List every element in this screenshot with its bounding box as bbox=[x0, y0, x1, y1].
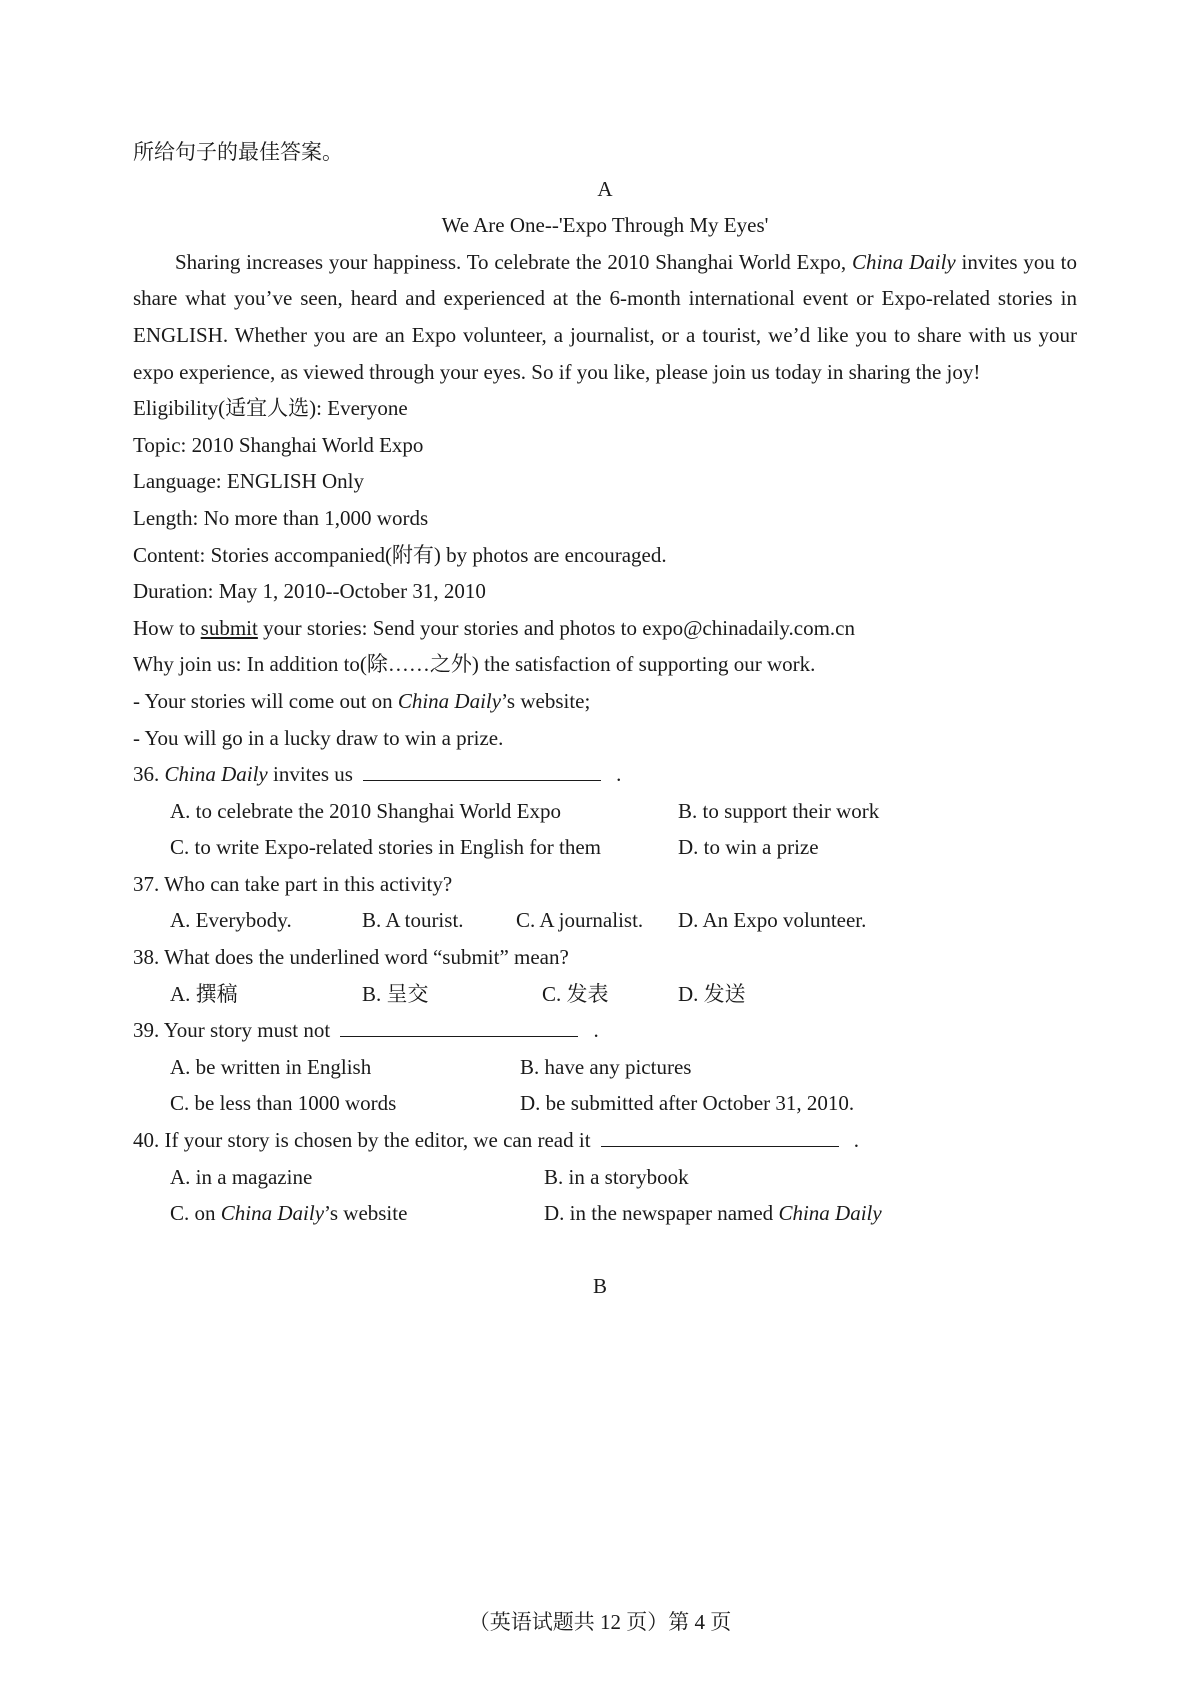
intro-text-2: invites you to share what you’ve seen, heard and experienced at the 6-month international event or Expo-related stories in ENGLISH. Whether you are an Expo volunteer, a journalist, or a tourist, we’d like you to share with us your expo experience, as viewed through your eyes. So if you like, please join us today in sharing the joy! bbox=[133, 249, 1077, 384]
q40-option-d bbox=[544, 1195, 882, 1232]
question-38-stem: 38. What does the underlined word “submit” mean? bbox=[133, 945, 569, 970]
question-40-stem bbox=[133, 1122, 1077, 1159]
q39-end: . bbox=[588, 1018, 599, 1043]
q38-option-c: C. 发表 bbox=[542, 981, 609, 1006]
topic-line: Topic: 2010 Shanghai World Expo bbox=[133, 432, 424, 457]
benefit-line-2: - You will go in a lucky draw to win a prize. bbox=[133, 725, 504, 750]
submit-line bbox=[133, 610, 1077, 647]
q37-option-c: C. A journalist. bbox=[516, 908, 644, 933]
intro-text-1: Sharing increases your happiness. To celebrate the 2010 Shanghai World Expo, bbox=[175, 249, 852, 274]
q40-end: . bbox=[848, 1128, 860, 1153]
q37-option-d: D. An Expo volunteer. bbox=[678, 908, 867, 933]
q40-answer-blank bbox=[601, 1124, 839, 1147]
q40-option-b: B. in a storybook bbox=[544, 1164, 689, 1189]
duration-line: Duration: May 1, 2010--October 31, 2010 bbox=[133, 579, 486, 604]
question-36-stem bbox=[133, 756, 1077, 793]
q39-option-d: D. be submitted after October 31, 2010. bbox=[520, 1091, 855, 1116]
q39-option-c: C. be less than 1000 words bbox=[170, 1091, 397, 1116]
q36-option-d: D. to win a prize bbox=[678, 835, 819, 860]
q36-end: . bbox=[610, 762, 622, 787]
q36-options-row-1 bbox=[133, 793, 1077, 830]
page-footer: （英语试题共 12 页）第 4 页 bbox=[468, 1610, 732, 1634]
q36-options-row-2 bbox=[133, 829, 1077, 866]
submit-pre: How to bbox=[133, 615, 201, 640]
q39-answer-blank bbox=[340, 1014, 578, 1037]
language-line: Language: ENGLISH Only bbox=[133, 469, 364, 494]
q40-option-c bbox=[170, 1195, 544, 1232]
q40-options-row-2 bbox=[133, 1195, 1077, 1232]
why-join-line: Why join us: In addition to(除……之外) the satisfaction of supporting our work. bbox=[133, 652, 816, 677]
q36-answer-blank bbox=[363, 758, 601, 781]
q40-option-a: A. in a magazine bbox=[170, 1164, 313, 1189]
q39-options-row-2 bbox=[133, 1085, 1077, 1122]
q38-option-b: B. 呈交 bbox=[362, 981, 429, 1006]
q39-option-b: B. have any pictures bbox=[520, 1054, 692, 1079]
q40-option-d-pre: D. in the newspaper named bbox=[544, 1201, 779, 1226]
benefit1-italic: China Daily bbox=[397, 688, 502, 713]
q36-option-c: C. to write Expo-related stories in English for them bbox=[170, 835, 601, 860]
submit-underlined-word: submit bbox=[200, 615, 258, 640]
q37-option-a: A. Everybody. bbox=[170, 908, 292, 933]
q38-option-d: D. 发送 bbox=[678, 981, 746, 1006]
q40-stem: 40. If your story is chosen by the editor, we can read it bbox=[133, 1128, 591, 1153]
q40-option-c-italic: China Daily bbox=[220, 1201, 325, 1226]
q36-option-a: A. to celebrate the 2010 Shanghai World Expo bbox=[170, 798, 561, 823]
eligibility-line: Eligibility(适宜人选): Everyone bbox=[133, 396, 408, 421]
benefit1-pre: - Your stories will come out on bbox=[133, 688, 398, 713]
q36-option-b: B. to support their work bbox=[678, 798, 880, 823]
q39-stem: 39. Your story must not bbox=[133, 1018, 331, 1043]
length-line: Length: No more than 1,000 words bbox=[133, 505, 429, 530]
q40-option-c-post: ’s website bbox=[324, 1201, 408, 1226]
q38-options-row bbox=[133, 976, 1077, 1013]
benefit1-post: ’s website; bbox=[501, 688, 591, 713]
q40-option-c-pre: C. on bbox=[170, 1201, 221, 1226]
q40-option-d-italic: China Daily bbox=[778, 1201, 882, 1226]
intro-paragraph bbox=[133, 244, 1077, 390]
q36-italic: China Daily bbox=[164, 762, 268, 787]
instruction-text: 所给句子的最佳答案。 bbox=[133, 140, 343, 164]
section-b-heading: B bbox=[592, 1274, 607, 1298]
q38-option-a: A. 撰稿 bbox=[170, 981, 238, 1006]
q39-options-row-1 bbox=[133, 1049, 1077, 1086]
question-39-stem bbox=[133, 1012, 1077, 1049]
submit-post: your stories: Send your stories and photos to expo@chinadaily.com.cn bbox=[257, 615, 855, 640]
section-a-heading: A bbox=[597, 176, 613, 201]
intro-china-daily: China Daily bbox=[851, 249, 956, 274]
page-content bbox=[133, 134, 1077, 1232]
q36-num: 36. bbox=[133, 762, 165, 787]
benefit-line-1 bbox=[133, 683, 1077, 720]
q37-options-row bbox=[133, 902, 1077, 939]
q37-option-b: B. A tourist. bbox=[362, 908, 464, 933]
q36-stem: invites us bbox=[267, 762, 353, 787]
content-line: Content: Stories accompanied(附有) by photos are encouraged. bbox=[133, 542, 667, 567]
question-37-stem: 37. Who can take part in this activity? bbox=[133, 871, 453, 896]
q39-option-a: A. be written in English bbox=[170, 1054, 372, 1079]
passage-title: We Are One--'Expo Through My Eyes' bbox=[441, 213, 769, 238]
q40-options-row-1 bbox=[133, 1159, 1077, 1196]
